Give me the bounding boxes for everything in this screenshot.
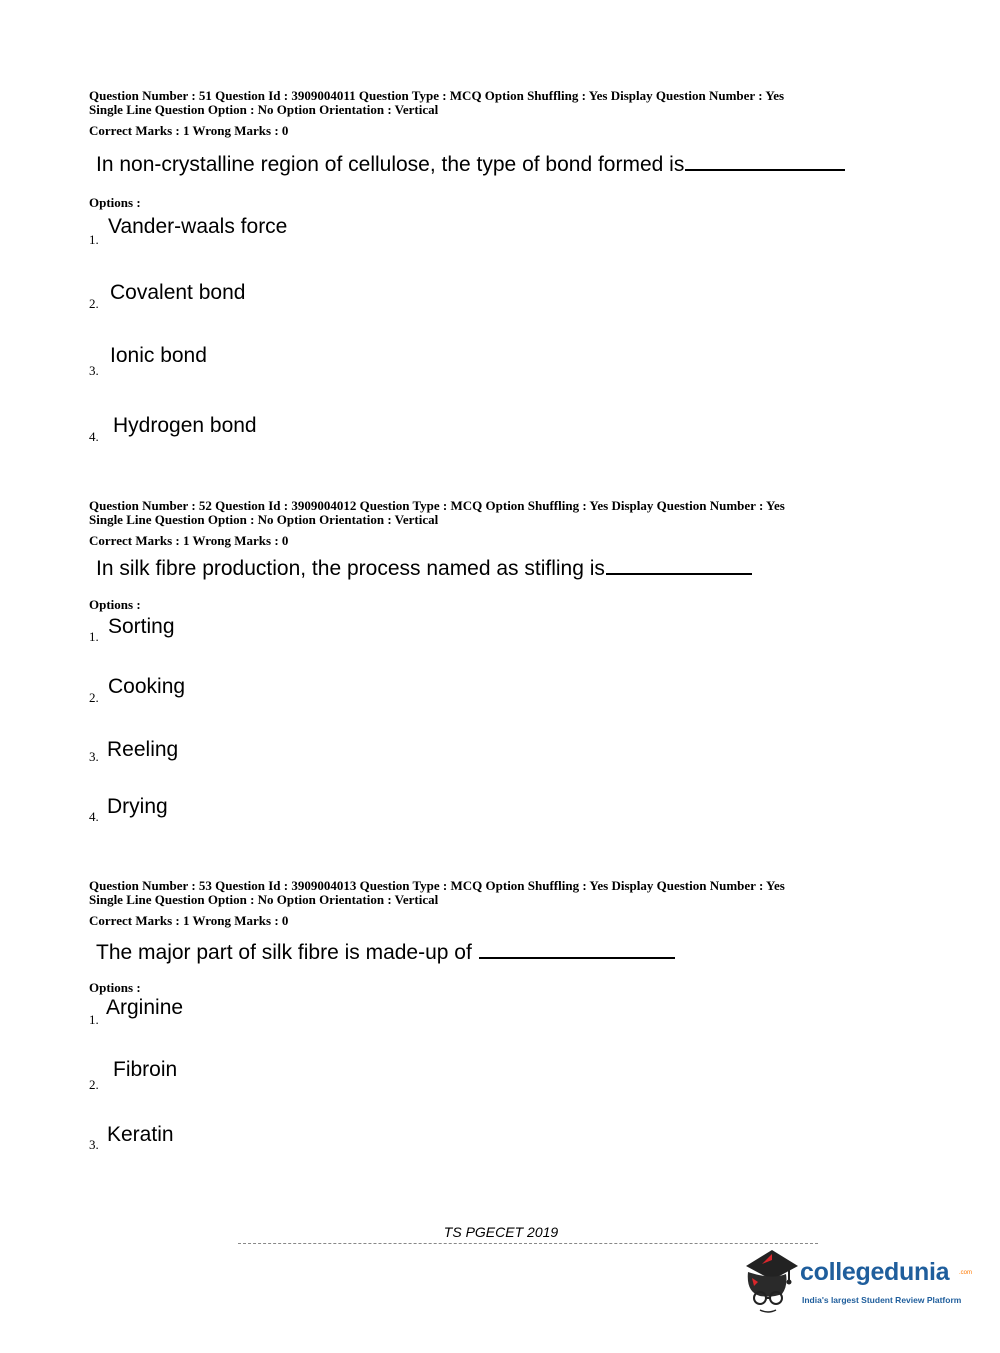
question-meta-line2: Single Line Question Option : No Option Orientation : Vertical <box>89 102 439 117</box>
brand-tagline: India's largest Student Review Platform <box>802 1295 962 1305</box>
option-number: 1. <box>89 232 99 247</box>
question-text <box>96 149 845 177</box>
question-meta-line2: Single Line Question Option : No Option Orientation : Vertical <box>89 892 439 907</box>
footer-divider <box>238 1243 818 1244</box>
question-51-meta <box>89 89 784 117</box>
question-meta-line1: Question Number : 51 Question Id : 3909004011 Question Type : MCQ Option Shuffling : Yes Display Question Number : Yes <box>89 88 785 103</box>
answer-blank <box>479 937 675 959</box>
option-number: 3. <box>89 749 99 764</box>
option-text[interactable]: Hydrogen bond <box>113 414 257 437</box>
mascot-icon <box>742 1246 802 1316</box>
option-number: 2. <box>89 1077 99 1092</box>
option-text[interactable]: Sorting <box>108 615 175 638</box>
option-number: 1. <box>89 629 99 644</box>
question-text-content: The major part of silk fibre is made-up of <box>96 941 478 964</box>
option-number: 3. <box>89 1137 99 1152</box>
question-text-content: In silk fibre production, the process named as stifling is <box>96 557 605 580</box>
option-number: 4. <box>89 429 99 444</box>
option-text[interactable]: Keratin <box>107 1123 174 1146</box>
answer-blank <box>685 149 845 171</box>
options-label: Options : <box>89 980 141 995</box>
question-marks: Correct Marks : 1 Wrong Marks : 0 <box>89 913 289 928</box>
question-meta-line1: Question Number : 52 Question Id : 3909004012 Question Type : MCQ Option Shuffling : Yes Display Question Number : Yes <box>89 498 785 513</box>
question-meta-line1: Question Number : 53 Question Id : 3909004013 Question Type : MCQ Option Shuffling : Yes Display Question Number : Yes <box>89 878 785 893</box>
option-number: 1. <box>89 1012 99 1027</box>
exam-name: TS PGECET 2019 <box>443 1224 559 1240</box>
question-text-content: In non-crystalline region of cellulose, the type of bond formed is <box>96 153 685 176</box>
question-52-meta <box>89 499 785 527</box>
option-text[interactable]: Vander-waals force <box>108 215 288 238</box>
options-label: Options : <box>89 597 141 612</box>
page-footer <box>0 1224 1000 1240</box>
collegedunia-logo <box>742 1246 972 1316</box>
option-number: 2. <box>89 690 99 705</box>
option-text[interactable]: Drying <box>107 795 168 818</box>
brand-name: collegedunia <box>800 1258 950 1286</box>
question-marks: Correct Marks : 1 Wrong Marks : 0 <box>89 123 289 138</box>
answer-blank <box>606 553 752 575</box>
question-meta-line2: Single Line Question Option : No Option Orientation : Vertical <box>89 512 439 527</box>
option-number: 2. <box>89 296 99 311</box>
question-marks: Correct Marks : 1 Wrong Marks : 0 <box>89 533 289 548</box>
question-text <box>96 553 752 581</box>
option-text[interactable]: Ionic bond <box>110 344 207 367</box>
brand-suffix: .com <box>959 1270 973 1276</box>
options-label: Options : <box>89 195 141 210</box>
option-text[interactable]: Cooking <box>108 675 186 698</box>
option-text[interactable]: Fibroin <box>113 1058 178 1081</box>
question-text <box>96 937 675 965</box>
option-number: 3. <box>89 363 99 378</box>
option-number: 4. <box>89 809 99 824</box>
option-text[interactable]: Reeling <box>107 738 179 761</box>
option-text[interactable]: Arginine <box>106 996 184 1019</box>
option-text[interactable]: Covalent bond <box>110 281 246 304</box>
question-53-meta <box>89 879 785 907</box>
